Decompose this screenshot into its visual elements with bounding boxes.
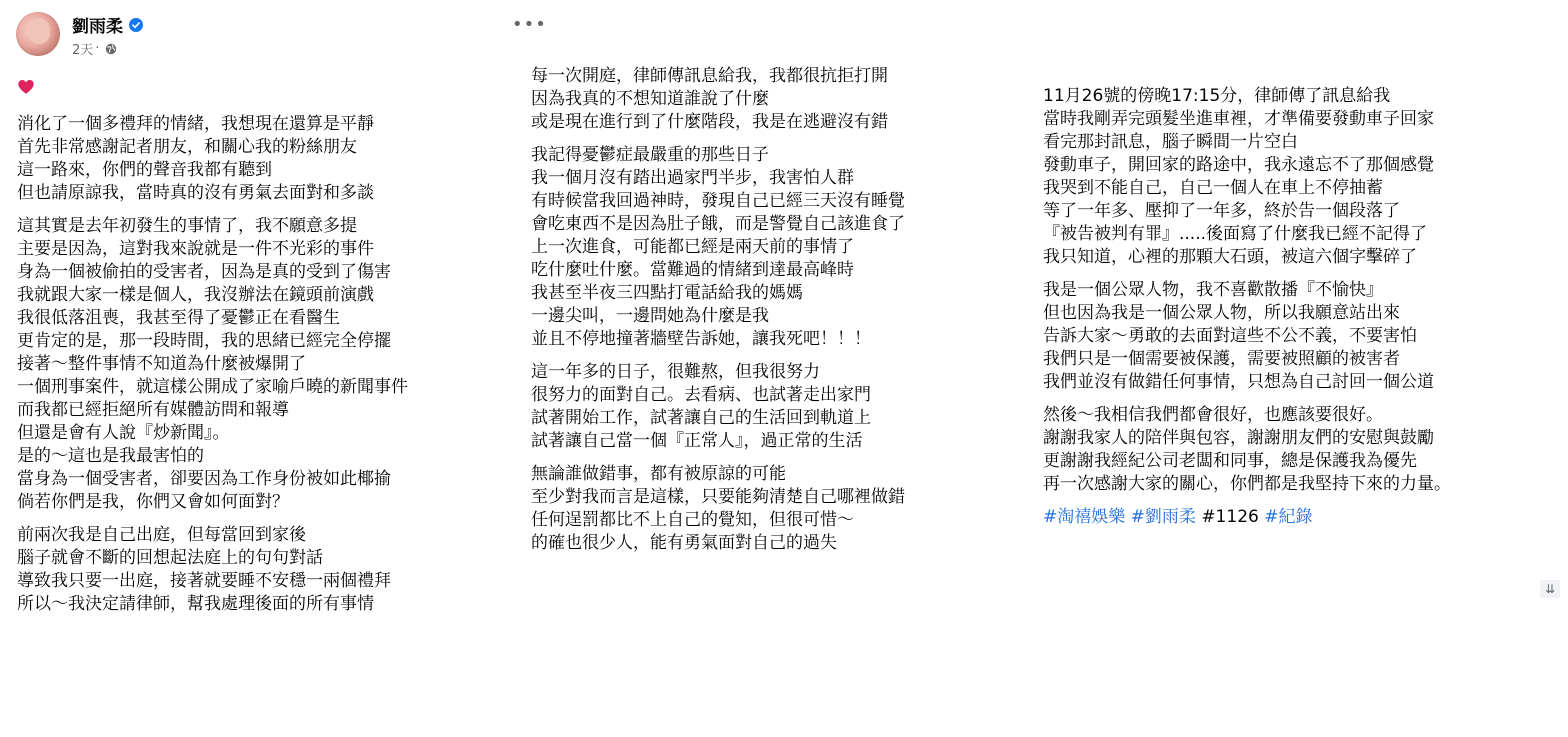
more-options-button[interactable]: •••: [512, 14, 547, 35]
text-line: 消化了一個多禮拜的情緒，我想現在還算是平靜: [17, 114, 374, 134]
text-line: 我就跟大家一樣是個人，我沒辦法在鏡頭前演戲: [17, 285, 374, 305]
text-line: 但也因為我是一個公眾人物，所以我願意站出來: [1043, 303, 1400, 323]
text-line: 我哭到不能自己，自己一個人在車上不停抽蓄: [1043, 178, 1383, 198]
text-line: 或是現在進行到了什麼階段，我是在逃避沒有錯: [531, 112, 888, 132]
hashtag-link[interactable]: #劉雨柔: [1130, 507, 1196, 527]
text-line: 等了一年多、壓抑了一年多，終於告一個段落了: [1043, 201, 1400, 221]
text-line: 11月26號的傍晚17:15分，律師傳了訊息給我: [1043, 86, 1391, 106]
author-name[interactable]: 劉雨柔: [72, 17, 123, 37]
text-line: 告訴大家～勇敢的去面對這些不公不義，不要害怕: [1043, 326, 1417, 346]
paragraph: [17, 215, 408, 514]
text-line: 更謝謝我經紀公司老闆和同事，總是保護我為優先: [1043, 451, 1417, 471]
hashtag-link[interactable]: #淘禧娛樂: [1043, 507, 1126, 527]
post-time[interactable]: 2天: [72, 43, 94, 58]
avatar[interactable]: [16, 12, 60, 56]
text-line: 試著開始工作，試著讓自己的生活回到軌道上: [531, 408, 871, 428]
text-line: 所以～我決定請律師，幫我處理後面的所有事情: [17, 594, 374, 614]
text-line: 我們只是一個需要被保護，需要被照顧的被害者: [1043, 349, 1400, 369]
text-line: 而我都已經拒絕所有媒體訪問和報導: [17, 400, 289, 420]
text-line: 任何逞罰都比不上自己的覺知，但很可惜～: [531, 510, 854, 530]
text-line: 我一個月沒有踏出過家門半步，我害怕人群: [531, 168, 854, 188]
hashtag-row: [1043, 506, 1451, 529]
text-line: 當時我剛弄完頭髮坐進車裡，才準備要發動車子回家: [1043, 109, 1434, 129]
text-line: 倘若你們是我，你們又會如何面對？: [17, 492, 289, 512]
paragraph: [1043, 85, 1451, 269]
text-line: 導致我只要一出庭，接著就要睡不安穩一兩個禮拜: [17, 571, 391, 591]
paragraph: [531, 65, 905, 134]
paragraph: [531, 463, 905, 555]
text-line: 我很低落沮喪，我甚至得了憂鬱正在看醫生: [17, 308, 340, 328]
text-line: 當身為一個受害者，卻要因為工作身份被如此椰揄: [17, 469, 391, 489]
text-line: 身為一個被偷拍的受害者，因為是真的受到了傷害: [17, 262, 391, 282]
meta-separator: ·: [95, 41, 100, 56]
paragraph: [531, 144, 905, 351]
paragraph: [531, 361, 905, 453]
paragraph: [17, 524, 408, 616]
text-line: 有時候當我回過神時，發現自己已經三天沒有睡覺: [531, 191, 905, 211]
text-line: 並且不停地撞著牆壁告訴她，讓我死吧！！！: [531, 329, 871, 349]
text-line: 但也請原諒我，當時真的沒有勇氣去面對和多談: [17, 183, 374, 203]
text-line: 無論誰做錯事，都有被原諒的可能: [531, 464, 786, 484]
text-line: 我只知道，心裡的那顆大石頭，被這六個字擊碎了: [1043, 247, 1417, 267]
text-line: 我是一個公眾人物，我不喜歡散播『不愉快』: [1043, 280, 1383, 300]
post-text-column-1: [17, 113, 408, 626]
text-line: 謝謝我家人的陪伴與包容，謝謝朋友們的安慰與鼓勵: [1043, 428, 1434, 448]
text-line: 一個刑事案件，就這樣公開成了家喻戶曉的新聞事件: [17, 377, 408, 397]
text-line: 至少對我而言是這樣，只要能夠清楚自己哪裡做錯: [531, 487, 905, 507]
scroll-corner-icon[interactable]: ⇊: [1540, 580, 1560, 598]
hashtag-link[interactable]: #紀錄: [1264, 507, 1313, 527]
text-line: 一邊尖叫，一邊問她為什麼是我: [531, 306, 769, 326]
text-line: 上一次進食，可能都已經是兩天前的事情了: [531, 237, 854, 257]
paragraph: [17, 113, 408, 205]
text-line: 然後～我相信我們都會很好，也應該要很好。: [1043, 405, 1383, 425]
text-line: 這一年多的日子，很難熬，但我很努力: [531, 362, 820, 382]
text-line: 我甚至半夜三四點打電話給我的媽媽: [531, 283, 803, 303]
text-line: 腦子就會不斷的回想起法庭上的句句對話: [17, 548, 323, 568]
author-row: [72, 12, 143, 37]
post-text-column-2: [531, 65, 905, 565]
paragraph: [1043, 279, 1451, 394]
text-line: 因為我真的不想知道誰說了什麼: [531, 89, 769, 109]
text-line: 的確也很少人，能有勇氣面對自己的過失: [531, 533, 837, 553]
text-line: 前兩次我是自己出庭，但每當回到家後: [17, 525, 306, 545]
text-line: 發動車子，開回家的路途中，我永遠忘不了那個感覺: [1043, 155, 1434, 175]
text-line: 吃什麼吐什麼。當難過的情緒到達最高峰時: [531, 260, 854, 280]
text-line: 我們並沒有做錯任何事情，只想為自己討回一個公道: [1043, 372, 1434, 392]
text-line: 但還是會有人說『炒新聞』。: [17, 423, 230, 443]
text-line: 再一次感謝大家的關心，你們都是我堅持下來的力量。: [1043, 474, 1451, 494]
paragraph: [1043, 404, 1451, 496]
text-line: 這其實是去年初發生的事情了，我不願意多提: [17, 216, 357, 236]
text-line: 更肯定的是，那一段時間，我的思緒已經完全停擺: [17, 331, 391, 351]
text-line: 每一次開庭，律師傳訊息給我，我都很抗拒打開: [531, 66, 888, 86]
text-line: 接著～整件事情不知道為什麼被爆開了: [17, 354, 306, 374]
text-line: 這一路來，你們的聲音我都有聽到: [17, 160, 272, 180]
text-line: 我記得憂鬱症最嚴重的那些日子: [531, 145, 769, 165]
text-line: 會吃東西不是因為肚子餓，而是警覺自己該進食了: [531, 214, 905, 234]
post-meta: [72, 39, 117, 58]
text-line: 主要是因為，這對我來說就是一件不光彩的事件: [17, 239, 374, 259]
text-line: 首先非常感謝記者朋友，和關心我的粉絲朋友: [17, 137, 357, 157]
text-line: 『被告被判有罪』.....後面寫了什麼我已經不記得了: [1043, 224, 1428, 244]
verified-badge-icon: [129, 18, 143, 32]
text-line: 很努力的面對自己。去看病、也試著走出家門: [531, 385, 871, 405]
post-text-column-3: [1043, 62, 1451, 529]
heart-emoji-icon: [17, 78, 35, 96]
globe-icon: [105, 43, 117, 55]
text-line: 是的～這也是我最害怕的: [17, 446, 204, 466]
text-line: 試著讓自己當一個『正常人』，過正常的生活: [531, 431, 863, 451]
hashtag-link[interactable]: #1126: [1201, 507, 1259, 527]
text-line: 看完那封訊息，腦子瞬間一片空白: [1043, 132, 1298, 152]
